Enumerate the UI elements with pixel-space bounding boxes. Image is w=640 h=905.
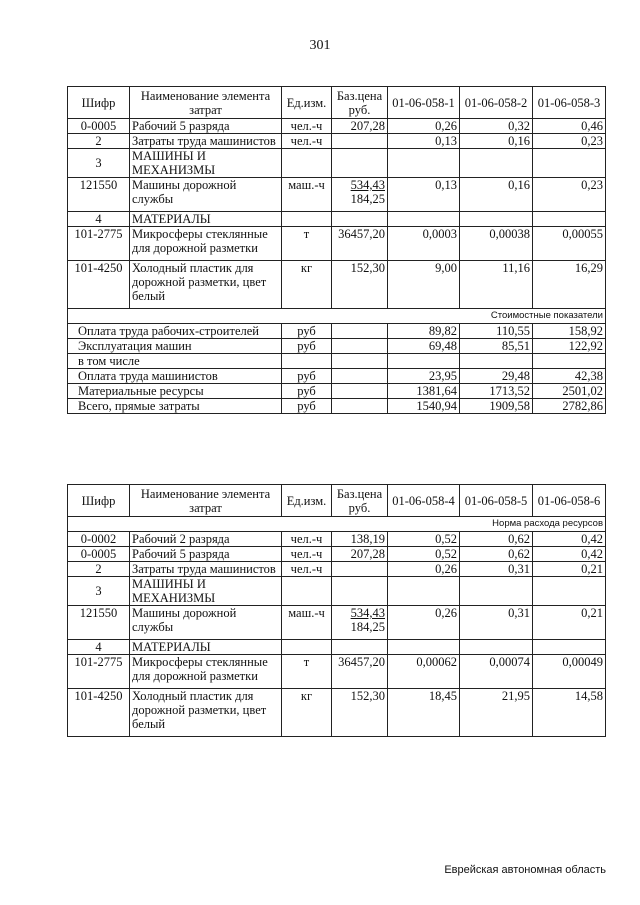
cell-value: 14,58 bbox=[533, 689, 606, 737]
summary-value: 69,48 bbox=[388, 339, 460, 354]
cell-price bbox=[332, 178, 388, 212]
summary-unit: руб bbox=[282, 324, 332, 339]
summary-value: 89,82 bbox=[388, 324, 460, 339]
footer-region: Еврейская автономная область bbox=[444, 864, 606, 876]
cell-value: 0,62 bbox=[460, 532, 533, 547]
table-row bbox=[68, 547, 606, 562]
cell-value: 0,00049 bbox=[533, 655, 606, 689]
price-machinist: 184,25 bbox=[350, 620, 385, 634]
cell-value: 0,42 bbox=[533, 532, 606, 547]
summary-value: 110,55 bbox=[460, 324, 533, 339]
cell-name: Рабочий 2 разряда bbox=[130, 532, 282, 547]
resource-norm-label: Норма расхода ресурсов bbox=[68, 517, 606, 532]
cell-unit: маш.-ч bbox=[282, 606, 332, 640]
summary-unit: руб bbox=[282, 384, 332, 399]
summary-value: 1381,64 bbox=[388, 384, 460, 399]
cell-value: 0,23 bbox=[533, 178, 606, 212]
subheader-row bbox=[68, 517, 606, 532]
cell-value: 0,26 bbox=[388, 119, 460, 134]
cell-name: Затраты труда машинистов bbox=[130, 134, 282, 149]
cell-name: Рабочий 5 разряда bbox=[130, 119, 282, 134]
cell-value: 0,00062 bbox=[388, 655, 460, 689]
cell-code: 101-2775 bbox=[68, 655, 130, 689]
col-header-name: Наименование элемента затрат bbox=[130, 485, 282, 517]
cell-value: 18,45 bbox=[388, 689, 460, 737]
summary-value: 23,95 bbox=[388, 369, 460, 384]
cell-value: 0,46 bbox=[533, 119, 606, 134]
cell-unit: чел.-ч bbox=[282, 547, 332, 562]
summary-label: Эксплуатация машин bbox=[68, 339, 282, 354]
col-header-unit: Ед.изм. bbox=[282, 485, 332, 517]
summary-row bbox=[68, 369, 606, 384]
cell-unit: кг bbox=[282, 261, 332, 309]
cell-unit: т bbox=[282, 655, 332, 689]
cell-value: 0,16 bbox=[460, 134, 533, 149]
cell-code: 2 bbox=[68, 134, 130, 149]
col-header-unit: Ед.изм. bbox=[282, 87, 332, 119]
summary-unit: руб bbox=[282, 339, 332, 354]
cell-code: 0-0005 bbox=[68, 119, 130, 134]
cell-value: 0,00074 bbox=[460, 655, 533, 689]
summary-label: Материальные ресурсы bbox=[68, 384, 282, 399]
cell-code: 3 bbox=[68, 577, 130, 606]
cell-price bbox=[332, 606, 388, 640]
summary-row bbox=[68, 324, 606, 339]
col-header-price: Баз.цена руб. bbox=[332, 87, 388, 119]
summary-row bbox=[68, 384, 606, 399]
cell-code: 0-0002 bbox=[68, 532, 130, 547]
col-header-name: Наименование элемента затрат bbox=[130, 87, 282, 119]
cell-code: 121550 bbox=[68, 178, 130, 212]
cell-code: 101-2775 bbox=[68, 227, 130, 261]
section-row bbox=[68, 640, 606, 655]
cell-unit: маш.-ч bbox=[282, 178, 332, 212]
summary-value: 1713,52 bbox=[460, 384, 533, 399]
summary-value: 29,48 bbox=[460, 369, 533, 384]
summary-value: 42,38 bbox=[533, 369, 606, 384]
cell-code: 2 bbox=[68, 562, 130, 577]
cell-value: 0,52 bbox=[388, 532, 460, 547]
cell-value: 9,00 bbox=[388, 261, 460, 309]
summary-row bbox=[68, 354, 606, 369]
cell-value: 0,23 bbox=[533, 134, 606, 149]
col-header-norm-1: 01-06-058-1 bbox=[388, 87, 460, 119]
table-row bbox=[68, 562, 606, 577]
col-header-code: Шифр bbox=[68, 87, 130, 119]
cell-value: 0,31 bbox=[460, 562, 533, 577]
cost-indicators-label: Стоимостные показатели bbox=[68, 309, 606, 324]
cell-value: 0,31 bbox=[460, 606, 533, 640]
cell-price: 36457,20 bbox=[332, 227, 388, 261]
price-main: 534,43 bbox=[350, 606, 385, 620]
cell-value: 0,00038 bbox=[460, 227, 533, 261]
cell-value: 0,32 bbox=[460, 119, 533, 134]
summary-label: Оплата труда машинистов bbox=[68, 369, 282, 384]
cell-unit: чел.-ч bbox=[282, 134, 332, 149]
summary-value bbox=[460, 354, 533, 369]
cell-value: 0,42 bbox=[533, 547, 606, 562]
cell-value: 0,26 bbox=[388, 562, 460, 577]
cell-value: 0,16 bbox=[460, 178, 533, 212]
cell-price: 36457,20 bbox=[332, 655, 388, 689]
cell-name: Машины дорожной службы bbox=[130, 606, 282, 640]
cell-price: 152,30 bbox=[332, 689, 388, 737]
cell-code: 4 bbox=[68, 640, 130, 655]
summary-label: Всего, прямые затраты bbox=[68, 399, 282, 414]
cell-price: 207,28 bbox=[332, 547, 388, 562]
section-title: МАТЕРИАЛЫ bbox=[130, 212, 282, 227]
cell-code: 4 bbox=[68, 212, 130, 227]
col-header-price: Баз.цена руб. bbox=[332, 485, 388, 517]
cell-code: 121550 bbox=[68, 606, 130, 640]
table-row bbox=[68, 261, 606, 309]
cell-value: 0,0003 bbox=[388, 227, 460, 261]
table-row bbox=[68, 689, 606, 737]
cell-name: Микросферы стеклянные для дорожной разметки bbox=[130, 655, 282, 689]
cell-price: 207,28 bbox=[332, 119, 388, 134]
summary-value: 158,92 bbox=[533, 324, 606, 339]
cell-name: Рабочий 5 разряда bbox=[130, 547, 282, 562]
table-header-row bbox=[68, 87, 606, 119]
cell-unit: чел.-ч bbox=[282, 562, 332, 577]
summary-value bbox=[388, 354, 460, 369]
col-header-norm-4: 01-06-058-4 bbox=[388, 485, 460, 517]
section-title: МАШИНЫ И МЕХАНИЗМЫ bbox=[130, 149, 282, 178]
summary-unit: руб bbox=[282, 399, 332, 414]
cell-name: Затраты труда машинистов bbox=[130, 562, 282, 577]
cell-value: 0,13 bbox=[388, 178, 460, 212]
cell-code: 101-4250 bbox=[68, 689, 130, 737]
cell-value: 0,21 bbox=[533, 562, 606, 577]
cell-value: 0,52 bbox=[388, 547, 460, 562]
summary-unit: руб bbox=[282, 369, 332, 384]
cell-value: 0,21 bbox=[533, 606, 606, 640]
table-header-row bbox=[68, 485, 606, 517]
section-row bbox=[68, 149, 606, 178]
cell-value: 0,13 bbox=[388, 134, 460, 149]
section-row bbox=[68, 212, 606, 227]
col-header-norm-6: 01-06-058-6 bbox=[533, 485, 606, 517]
table-row bbox=[68, 119, 606, 134]
cell-code: 101-4250 bbox=[68, 261, 130, 309]
cell-name: Холодный пластик для дорожной разметки, цвет белый bbox=[130, 261, 282, 309]
summary-value: 1540,94 bbox=[388, 399, 460, 414]
cell-name: Холодный пластик для дорожной разметки, цвет белый bbox=[130, 689, 282, 737]
cell-unit: т bbox=[282, 227, 332, 261]
price-main: 534,43 bbox=[350, 178, 385, 192]
section-row bbox=[68, 577, 606, 606]
table-row bbox=[68, 134, 606, 149]
table-row bbox=[68, 606, 606, 640]
cell-code: 0-0005 bbox=[68, 547, 130, 562]
cell-unit: чел.-ч bbox=[282, 532, 332, 547]
summary-value: 2782,86 bbox=[533, 399, 606, 414]
col-header-norm-3: 01-06-058-3 bbox=[533, 87, 606, 119]
col-header-code: Шифр bbox=[68, 485, 130, 517]
summary-value: 2501,02 bbox=[533, 384, 606, 399]
cell-value: 0,00055 bbox=[533, 227, 606, 261]
cell-code: 3 bbox=[68, 149, 130, 178]
cell-price bbox=[332, 134, 388, 149]
cell-value: 21,95 bbox=[460, 689, 533, 737]
cell-name: Микросферы стеклянные для дорожной разметки bbox=[130, 227, 282, 261]
summary-row bbox=[68, 399, 606, 414]
cell-price: 152,30 bbox=[332, 261, 388, 309]
summary-value: 85,51 bbox=[460, 339, 533, 354]
estimate-table-1 bbox=[67, 86, 606, 414]
cell-value: 0,26 bbox=[388, 606, 460, 640]
cell-value: 16,29 bbox=[533, 261, 606, 309]
summary-unit bbox=[282, 354, 332, 369]
table-row bbox=[68, 655, 606, 689]
subheader-row bbox=[68, 309, 606, 324]
cell-price bbox=[332, 562, 388, 577]
summary-value: 122,92 bbox=[533, 339, 606, 354]
cell-price: 138,19 bbox=[332, 532, 388, 547]
summary-row bbox=[68, 339, 606, 354]
estimate-table-2 bbox=[67, 484, 606, 737]
table-row bbox=[68, 532, 606, 547]
cell-value: 0,62 bbox=[460, 547, 533, 562]
cell-unit: кг bbox=[282, 689, 332, 737]
section-title: МАШИНЫ И МЕХАНИЗМЫ bbox=[130, 577, 282, 606]
summary-label: в том числе bbox=[68, 354, 282, 369]
cell-unit: чел.-ч bbox=[282, 119, 332, 134]
cell-name: Машины дорожной службы bbox=[130, 178, 282, 212]
price-machinist: 184,25 bbox=[350, 192, 385, 206]
section-title: МАТЕРИАЛЫ bbox=[130, 640, 282, 655]
col-header-norm-5: 01-06-058-5 bbox=[460, 485, 533, 517]
summary-value bbox=[533, 354, 606, 369]
page-number: 301 bbox=[309, 38, 331, 53]
col-header-norm-2: 01-06-058-2 bbox=[460, 87, 533, 119]
cell-value: 11,16 bbox=[460, 261, 533, 309]
summary-label: Оплата труда рабочих-строителей bbox=[68, 324, 282, 339]
table-row bbox=[68, 178, 606, 212]
table-row bbox=[68, 227, 606, 261]
summary-value: 1909,58 bbox=[460, 399, 533, 414]
